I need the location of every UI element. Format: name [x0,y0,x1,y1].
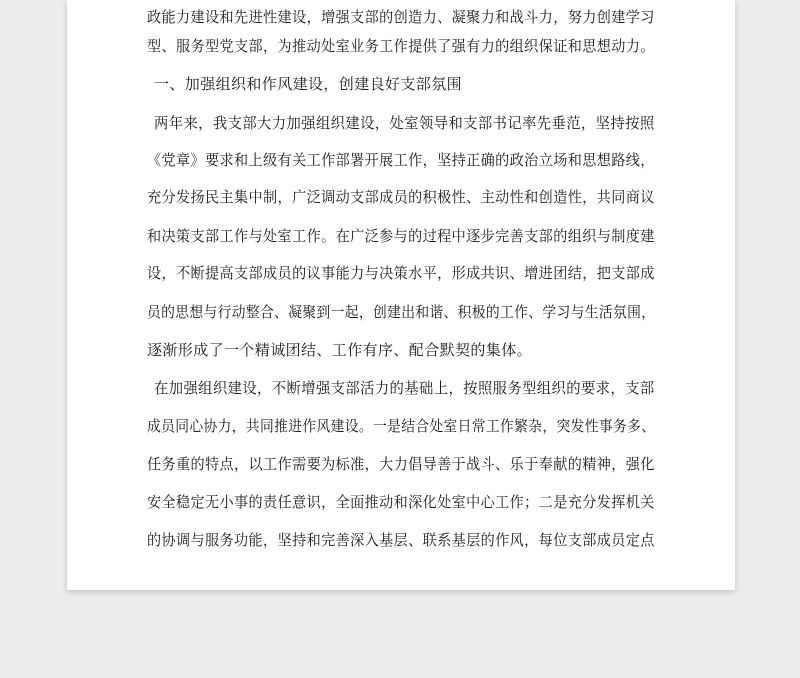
text-line: 成员同心协力，共同推进作风建设。一是结合处室日常工作繁杂，突发性事务多、 [147,417,656,435]
text-line: 设，不断提高支部成员的议事能力与决策水平，形成共识、增进团结，把支部成 [147,264,655,282]
text-line: 和决策支部工作与处室工作。在广泛参与的过程中逐步完善支部的组织与制度建 [147,227,655,245]
text-line: 的协调与服务功能，坚持和完善深入基层、联系基层的作风，每位支部成员定点 [147,531,655,549]
text-line: 《党章》要求和上级有关工作部署开展工作，坚持正确的政治立场和思想路线， [147,151,655,169]
text-line: 型、服务型党支部，为推动处室业务工作提供了强有力的组织保证和思想动力。 [147,37,655,55]
text-line: 政能力建设和先进性建设，增强支部的创造力、凝聚力和战斗力，努力创建学习 [147,8,655,26]
text-line: 安全稳定无小事的责任意识，全面推动和深化处室中心工作；二是充分发挥机关 [147,493,655,511]
text-line: 员的思想与行动整合、凝聚到一起，创建出和谐、积极的工作、学习与生活氛围， [147,303,656,321]
text-line: 逐渐形成了一个精诚团结、工作有序、配合默契的集体。 [147,341,533,359]
document-page [67,0,735,590]
text-line: 两年来，我支部大力加强组织建设，处室领导和支部书记率先垂范，坚持按照 [154,114,655,132]
section-heading: 一、加强组织和作风建设，创建良好支部氛围 [154,75,463,93]
text-line: 充分发扬民主集中制，广泛调动支部成员的积极性、主动性和创造性，共同商议 [147,188,655,206]
text-line: 在加强组织建设，不断增强支部活力的基础上，按照服务型组织的要求，支部 [154,379,655,397]
text-line: 任务重的特点，以工作需要为标准，大力倡导善于战斗、乐于奉献的精神，强化 [147,455,655,473]
